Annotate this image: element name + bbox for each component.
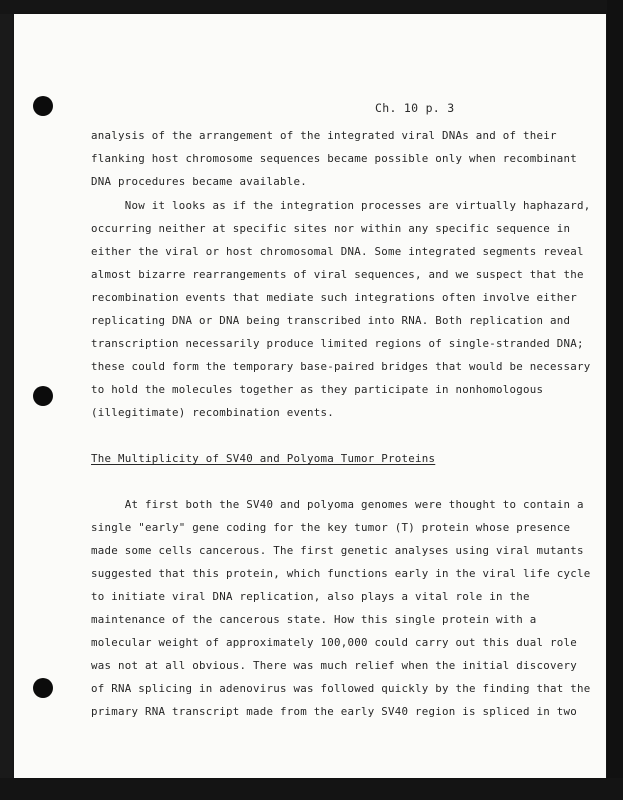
paragraph-line: (illegitimate) recombination events. bbox=[91, 406, 335, 419]
paragraph-line: almost bizarre rearrangements of viral sequences, and we suspect that the bbox=[91, 268, 584, 281]
paragraph-line: these could form the temporary base-paired bridges that would be necessary bbox=[91, 360, 591, 373]
page-reference: Ch. 10 p. 3 bbox=[375, 101, 455, 115]
punch-hole-top bbox=[33, 96, 53, 116]
paragraph-line: suggested that this protein, which functions early in the viral life cycle bbox=[91, 567, 591, 580]
paragraph-line: occurring neither at specific sites nor within any specific sequence in bbox=[91, 222, 571, 235]
paragraph-line: was not at all obvious. There was much relief when the initial discovery bbox=[91, 659, 578, 672]
paragraph-line: analysis of the arrangement of the integrated viral DNAs and of their bbox=[91, 129, 557, 142]
scan-border-bottom bbox=[0, 778, 623, 800]
paragraph-line: At first both the SV40 and polyoma genomes were thought to contain a bbox=[91, 498, 584, 511]
punch-hole-bottom bbox=[33, 678, 53, 698]
paragraph-line: transcription necessarily produce limited regions of single-stranded DNA; bbox=[91, 337, 584, 350]
paragraph-line: replicating DNA or DNA being transcribed into RNA. Both replication and bbox=[91, 314, 571, 327]
punch-hole-middle bbox=[33, 386, 53, 406]
scan-border-top bbox=[0, 0, 623, 14]
paragraph-line: flanking host chromosome sequences became possible only when recombinant bbox=[91, 152, 578, 165]
paragraph-line: of RNA splicing in adenovirus was followed quickly by the finding that the bbox=[91, 682, 591, 695]
paragraph-line: DNA procedures became available. bbox=[91, 175, 308, 188]
paragraph-line: primary RNA transcript made from the early SV40 region is spliced in two bbox=[91, 705, 578, 718]
paragraph-line: molecular weight of approximately 100,000 could carry out this dual role bbox=[91, 636, 578, 649]
paragraph-line: recombination events that mediate such integrations often involve either bbox=[91, 291, 578, 304]
paragraph-line: to initiate viral DNA replication, also plays a vital role in the bbox=[91, 590, 530, 603]
section-heading: The Multiplicity of SV40 and Polyoma Tumor Proteins bbox=[91, 452, 436, 465]
scan-border-right bbox=[607, 0, 623, 800]
paragraph-line: single "early" gene coding for the key tumor (T) protein whose presence bbox=[91, 521, 571, 534]
paragraph-line: to hold the molecules together as they participate in nonhomologous bbox=[91, 383, 544, 396]
paragraph-line: either the viral or host chromosomal DNA. Some integrated segments reveal bbox=[91, 245, 584, 258]
paragraph-line: Now it looks as if the integration processes are virtually haphazard, bbox=[91, 199, 591, 212]
paragraph-line: made some cells cancerous. The first genetic analyses using viral mutants bbox=[91, 544, 584, 557]
paragraph-line: maintenance of the cancerous state. How this single protein with a bbox=[91, 613, 537, 626]
